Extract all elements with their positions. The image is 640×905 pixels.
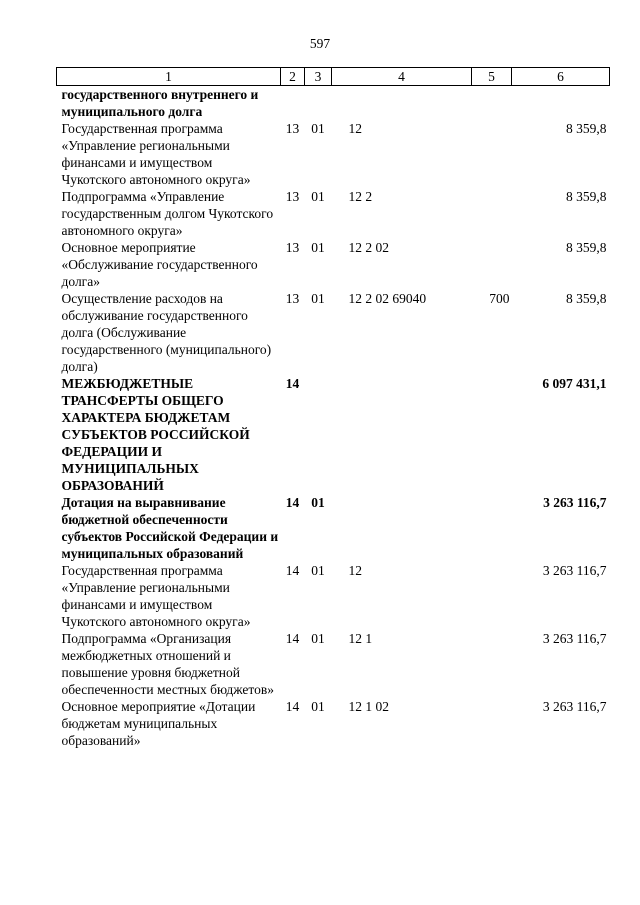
row-section-cell: 14 [285,631,300,646]
row-name-cell: Осуществление расходов на обслуживание государственного долга (Обслуживание государственного (муниципального) долга) [61,291,272,374]
row-expense-type-cell [472,494,512,562]
row-subsection-cell: 01 [311,699,325,714]
row-target-article-cell [332,494,472,562]
row-target-article-cell: 12 1 02 [348,699,389,714]
row-expense-type-cell [472,698,512,749]
header-col-2: 2 [281,68,305,86]
header-col-3: 3 [305,68,332,86]
page-number: 597 [309,36,331,51]
header-row [57,68,610,86]
row-expense-type-cell [472,188,512,239]
row-subsection-cell: 01 [311,291,325,306]
row-name-cell: Дотация на выравнивание бюджетной обеспеченности субъектов Российской Федерации и муниципальных образований [61,495,279,561]
row-amount-cell: 3 263 116,7 [543,495,607,510]
row-amount-cell: 8 359,8 [566,189,607,204]
row-target-article-cell: 12 [348,121,362,136]
table-row [57,188,610,239]
row-amount-cell: 8 359,8 [566,291,607,306]
row-amount-cell: 8 359,8 [566,240,607,255]
table-row [57,86,610,121]
row-expense-type-cell [472,86,512,121]
table-body [57,86,610,750]
row-section-cell: 14 [285,563,300,578]
table-row [57,239,610,290]
row-subsection-cell: 01 [311,563,325,578]
row-section-cell: 14 [285,495,300,510]
row-subsection-cell [305,375,332,494]
row-name-cell: Государственная программа «Управление региональными финансами и имуществом Чукотского автономного округа» [61,563,251,629]
row-name-cell: МЕЖБЮДЖЕТНЫЕ ТРАНСФЕРТЫ ОБЩЕГО ХАРАКТЕРА БЮДЖЕТАМ СУБЪЕКТОВ РОССИЙСКОЙ ФЕДЕРАЦИИ И МУНИЦИПАЛЬНЫХ ОБРАЗОВАНИЙ [61,376,250,493]
table-row [57,698,610,749]
row-expense-type-cell [472,239,512,290]
row-section-cell [281,86,305,121]
row-section-cell: 13 [285,240,300,255]
table-row [57,290,610,375]
row-expense-type-cell: 700 [489,291,510,306]
row-section-cell: 14 [285,699,300,714]
row-expense-type-cell [472,562,512,630]
row-expense-type-cell [472,630,512,698]
header-col-5: 5 [472,68,512,86]
row-subsection-cell: 01 [311,189,325,204]
row-name-cell: Подпрограмма «Организация межбюджетных отношений и повышение уровня бюджетной обеспеченности местных бюджетов» [61,631,275,697]
row-target-article-cell: 12 [348,563,362,578]
row-name-cell: Подпрограмма «Управление государственным долгом Чукотского автономного округа» [61,189,274,238]
row-subsection-cell [305,86,332,121]
header-col-1: 1 [57,68,281,86]
row-name-cell: Основное мероприятие «Дотации бюджетам муниципальных образований» [61,699,256,748]
row-subsection-cell: 01 [311,121,325,136]
row-name-cell: государственного внутреннего и муниципального долга [61,87,259,119]
header-col-6: 6 [512,68,610,86]
table-row [57,562,610,630]
row-subsection-cell: 01 [311,631,325,646]
row-amount-cell: 3 263 116,7 [542,699,607,714]
row-amount-cell: 8 359,8 [566,121,607,136]
row-name-cell: Основное мероприятие «Обслуживание государственного долга» [61,240,258,289]
row-target-article-cell [332,375,472,494]
row-amount-cell [512,86,610,121]
table-header [57,68,610,86]
table-row [57,494,610,562]
row-expense-type-cell [472,375,512,494]
budget-table [56,67,610,749]
row-section-cell: 13 [285,121,300,136]
row-amount-cell: 6 097 431,1 [542,376,607,391]
table-row [57,375,610,494]
row-section-cell: 13 [285,189,300,204]
row-expense-type-cell [472,120,512,188]
row-target-article-cell [332,86,472,121]
row-target-article-cell: 12 2 02 [348,240,389,255]
row-target-article-cell: 12 1 [348,631,373,646]
row-section-cell: 13 [285,291,300,306]
row-amount-cell: 3 263 116,7 [542,631,607,646]
row-amount-cell: 3 263 116,7 [542,563,607,578]
row-section-cell: 14 [285,376,300,391]
header-col-4: 4 [332,68,472,86]
row-name-cell: Государственная программа «Управление региональными финансами и имуществом Чукотского автономного округа» [61,121,251,187]
row-subsection-cell: 01 [311,495,325,510]
table-row [57,630,610,698]
row-target-article-cell: 12 2 [348,189,373,204]
row-subsection-cell: 01 [311,240,325,255]
table-row [57,120,610,188]
row-target-article-cell: 12 2 02 69040 [348,291,427,306]
